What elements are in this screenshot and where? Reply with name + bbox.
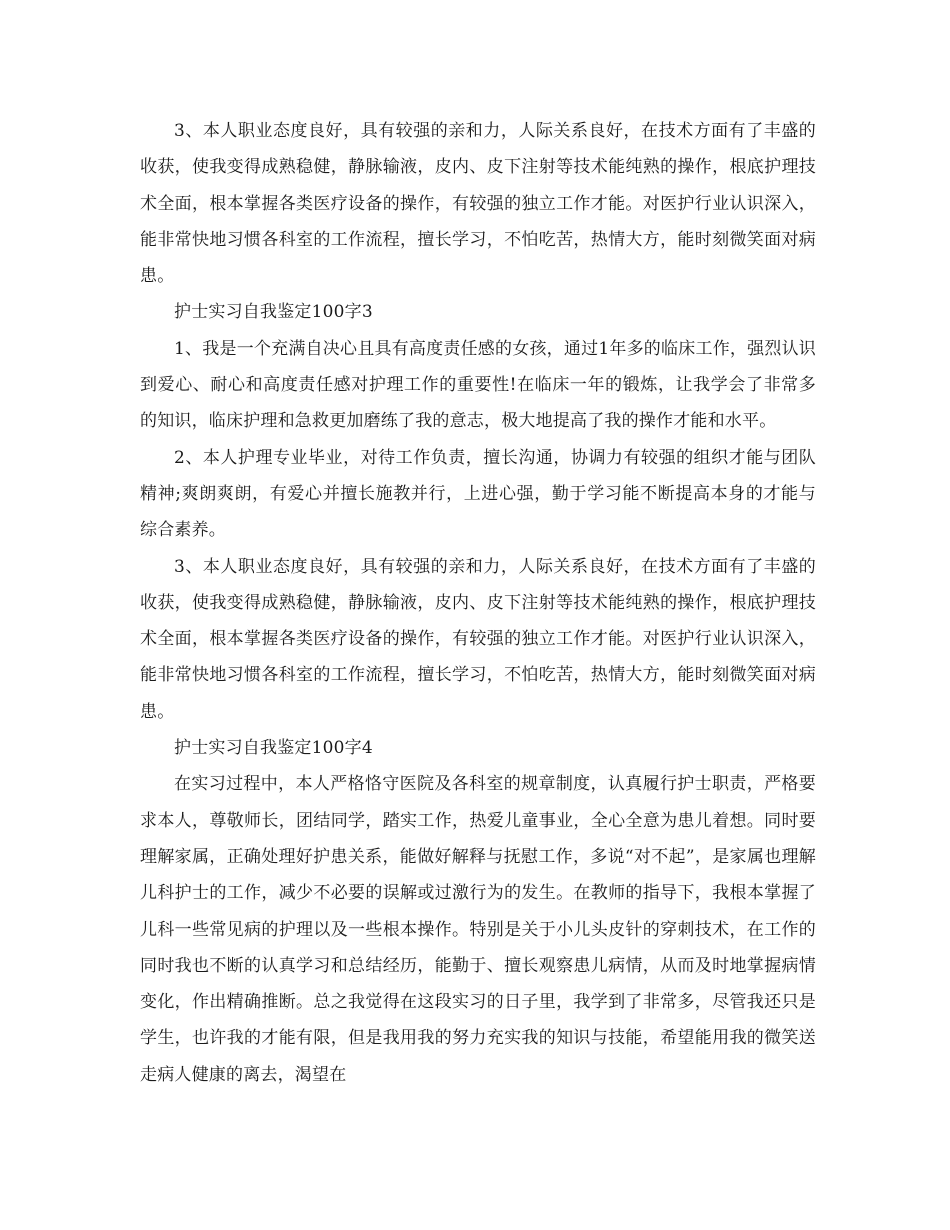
paragraph-1: 3、本人职业态度良好，具有较强的亲和力，人际关系良好，在技术方面有了丰盛的收获，使我变得成熟稳健，静脉输液，皮内、皮下注射等技术能纯熟的操作，根底护理技术全面，根本掌握各类医疗设备的操作，有较强的独立工作才能。对医护行业认识深入，能非常快地习惯各科室的工作流程，擅长学习，不怕吃苦，热情大方，能时刻微笑面对病患。 bbox=[140, 121, 816, 287]
paragraph-4: 3、本人职业态度良好，具有较强的亲和力，人际关系良好，在技术方面有了丰盛的收获，使我变得成熟稳健，静脉输液，皮内、皮下注射等技术能纯熟的操作，根底护理技术全面，根本掌握各类医疗设备的操作，有较强的独立工作才能。对医护行业认识深入，能非常快地习惯各科室的工作流程，擅长学习，不怕吃苦，热情大方，能时刻微笑面对病患。 bbox=[140, 556, 816, 722]
paragraph-5: 在实习过程中，本人严格恪守医院及各科室的规章制度，认真履行护士职责，严格要求本人，尊敬师长，团结同学，踏实工作，热爱儿童事业，全心全意为患儿着想。同时要理解家属，正确处理好护患关系，能做好解释与抚慰工作，多说“对不起”，是家属也理解儿科护士的工作，减少不必要的误解或过激行为的发生。在教师的指导下，我根本掌握了儿科一些常见病的护理以及一些根本操作。特别是关于小儿头皮针的穿刺技术，在工作的同时我也不断的认真学习和总结经历，能勤于、擅长观察患儿病情，从而及时地掌握病情变化，作出精确推断。总之我觉得在这段实习的日子里，我学到了非常多，尽管我还只是学生，也许我的才能有限，但是我用我的努力充实我的知识与技能，希望能用我的微笑送走病人健康的离去，渴望在 bbox=[140, 774, 816, 1085]
document-body bbox=[140, 113, 816, 1093]
paragraph-2: 1、我是一个充满自决心且具有高度责任感的女孩，通过1年多的临床工作，强烈认识到爱心、耐心和高度责任感对护理工作的重要性!在临床一年的锻炼，让我学会了非常多的知识，临床护理和急救更加磨练了我的意志，极大地提高了我的操作才能和水平。 bbox=[140, 338, 816, 432]
section-heading-3: 护士实习自我鉴定100字3 bbox=[174, 302, 373, 323]
paragraph-3: 2、本人护理专业毕业，对待工作负责，擅长沟通，协调力有较强的组织才能与团队精神;爽朗爽朗，有爱心并擅长施教并行，上进心强，勤于学习能不断提高本身的才能与综合素养。 bbox=[140, 447, 816, 541]
section-heading-4: 护士实习自我鉴定100字4 bbox=[174, 738, 373, 759]
